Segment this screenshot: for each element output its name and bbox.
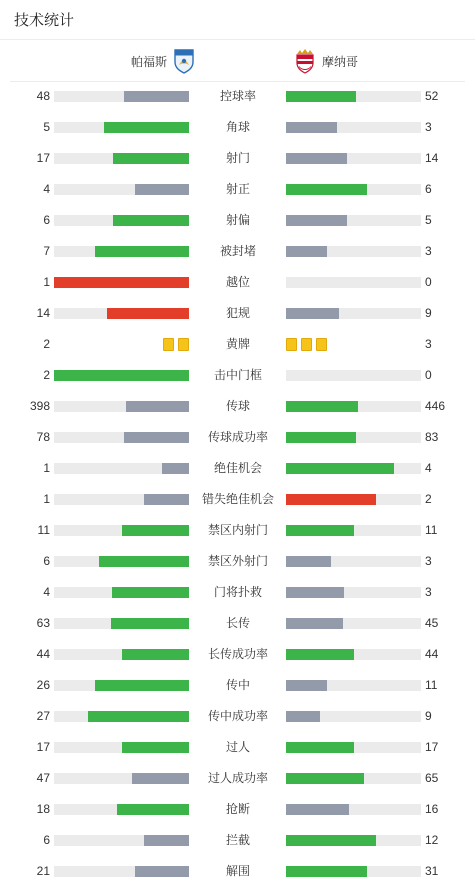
stat-row [0,298,475,329]
home-stat-bar-track [54,277,189,288]
stat-row [0,329,475,360]
away-stat-value: 3 [425,337,432,351]
stat-label: 越位 [225,275,250,289]
home-stat-value: 398 [29,399,50,413]
home-stat-value: 2 [43,368,50,382]
away-stat-bar-track [286,463,421,474]
stat-label: 绝佳机会 [213,461,262,475]
home-stat-bar-track [54,91,189,102]
home-stat-bar-track [54,525,189,536]
away-stat-value: 5 [425,213,432,227]
away-stat-bar-track [286,866,421,877]
home-stat-bar-track [54,742,189,753]
away-stat-value: 11 [425,678,438,692]
home-stat-bar-fill [122,649,190,660]
away-stat-bar-fill [286,556,331,567]
monaco-crest-icon [294,48,316,74]
away-stat-bar-track [286,835,421,846]
stat-row [0,639,475,670]
away-stat-bar-track [286,215,421,226]
away-stat-value: 83 [425,430,439,444]
stat-row [0,143,475,174]
stat-label: 长传成功率 [207,647,268,661]
away-stat-bar-track [286,401,421,412]
home-stat-bar-fill [113,153,189,164]
home-yellow-cards [163,338,189,351]
home-stat-bar-track [54,463,189,474]
home-stat-value: 7 [43,244,50,258]
home-stat-bar-fill [111,618,189,629]
teams-header [10,40,465,82]
yellow-card-icon [301,338,312,351]
away-stat-bar-fill [286,494,376,505]
away-stat-value: 3 [425,120,432,134]
home-stat-value: 1 [43,492,50,506]
away-stat-value: 17 [425,740,439,754]
home-stat-value: 14 [36,306,50,320]
away-stat-bar-fill [286,91,356,102]
home-stat-bar-track [54,246,189,257]
stat-row [0,112,475,143]
away-stat-value: 3 [425,554,432,568]
stat-row [0,608,475,639]
home-stat-bar-fill [113,215,189,226]
stat-label: 错失绝佳机会 [201,492,274,506]
home-stat-bar-track [54,184,189,195]
away-team[interactable] [294,40,364,82]
away-stat-bar-fill [286,866,367,877]
home-stat-value: 17 [36,151,50,165]
home-stat-value: 1 [43,461,50,475]
away-stat-bar-track [286,742,421,753]
away-stat-value: 3 [425,585,432,599]
home-stat-bar-fill [126,401,189,412]
home-stat-bar-track [54,649,189,660]
yellow-card-icon [316,338,327,351]
stat-label: 犯规 [225,306,250,320]
away-stat-value: 2 [425,492,432,506]
stat-row [0,577,475,608]
away-stat-bar-fill [286,153,347,164]
stat-label: 击中门框 [213,368,262,382]
home-stat-bar-track [54,618,189,629]
stat-row [0,701,475,732]
home-stat-bar-track [54,866,189,877]
away-stat-value: 31 [425,864,439,878]
home-team[interactable] [125,40,195,82]
home-stat-value: 48 [36,89,50,103]
pafos-crest-icon [173,48,195,74]
away-stat-bar-track [286,618,421,629]
home-stat-bar-track [54,215,189,226]
home-stat-bar-fill [112,587,189,598]
stat-row [0,205,475,236]
away-stat-bar-fill [286,618,343,629]
home-stat-bar-track [54,494,189,505]
home-stat-value: 1 [43,275,50,289]
home-stat-bar-fill [104,122,189,133]
home-stat-bar-track [54,370,189,381]
away-stat-value: 4 [425,461,432,475]
away-stat-bar-track [286,432,421,443]
stat-row [0,763,475,794]
home-stat-bar-fill [144,494,189,505]
home-stat-bar-track [54,804,189,815]
away-stat-value: 0 [425,368,432,382]
home-stat-bar-track [54,122,189,133]
stat-row [0,236,475,267]
away-stat-bar-fill [286,804,349,815]
home-stat-value: 6 [43,213,50,227]
stat-row [0,360,475,391]
stat-label: 过人 [225,740,250,754]
yellow-card-icon [286,338,297,351]
away-stat-bar-fill [286,215,347,226]
away-stat-bar-track [286,587,421,598]
away-stat-bar-track [286,122,421,133]
stat-label: 拦截 [225,833,250,847]
home-stat-bar-fill [95,680,190,691]
home-stat-value: 17 [36,740,50,754]
home-stat-bar-fill [54,370,189,381]
away-stat-bar-track [286,804,421,815]
away-stat-bar-track [286,649,421,660]
home-stat-value: 63 [36,616,50,630]
away-stat-value: 52 [425,89,439,103]
home-stat-value: 5 [43,120,50,134]
section-title: 技术统计 [14,12,75,29]
yellow-card-icon [163,338,174,351]
home-stat-bar-track [54,308,189,319]
home-stat-bar-track [54,153,189,164]
away-stat-bar-fill [286,184,367,195]
home-stat-bar-fill [124,432,189,443]
away-stat-value: 44 [425,647,439,661]
home-stat-bar-fill [99,556,189,567]
stat-label: 传球成功率 [207,430,268,444]
away-stat-bar-fill [286,773,364,784]
stat-row [0,422,475,453]
stat-label: 解围 [225,864,250,878]
away-stat-bar-track [286,308,421,319]
stat-label: 角球 [225,120,250,134]
home-stat-value: 27 [36,709,50,723]
away-stat-bar-track [286,370,421,381]
home-stat-bar-fill [135,866,189,877]
home-stat-bar-fill [117,804,189,815]
away-stat-bar-fill [286,680,327,691]
away-stat-bar-track [286,246,421,257]
away-stat-value: 0 [425,275,432,289]
stat-row [0,732,475,763]
home-stat-value: 26 [36,678,50,692]
away-stat-bar-fill [286,711,320,722]
away-stat-value: 446 [425,399,446,413]
home-stat-value: 4 [43,182,50,196]
home-stat-value: 6 [43,554,50,568]
away-stat-bar-track [286,494,421,505]
home-stat-bar-fill [132,773,189,784]
home-stat-value: 18 [36,802,50,816]
stat-row [0,825,475,856]
stat-label: 传中成功率 [207,709,268,723]
home-stat-value: 21 [36,864,50,878]
home-stat-value: 2 [43,337,50,351]
away-stat-bar-fill [286,742,354,753]
away-yellow-cards [286,338,327,351]
stat-row [0,81,475,112]
home-stat-value: 44 [36,647,50,661]
stat-row [0,174,475,205]
stat-row [0,515,475,546]
away-stat-value: 11 [425,523,438,537]
away-stat-bar-fill [286,649,354,660]
home-stat-bar-fill [107,308,189,319]
stat-row [0,391,475,422]
stat-row [0,856,475,887]
home-stat-bar-fill [135,184,189,195]
away-stat-bar-track [286,525,421,536]
home-stat-bar-fill [144,835,189,846]
yellow-card-icon [178,338,189,351]
away-stat-bar-fill [286,122,337,133]
away-stat-value: 12 [425,833,439,847]
away-stat-bar-fill [286,463,394,474]
away-stat-value: 14 [425,151,439,165]
stat-label: 控球率 [219,89,256,103]
stat-label: 传中 [225,678,250,692]
away-stat-bar-track [286,153,421,164]
home-stat-value: 4 [43,585,50,599]
home-stat-value: 78 [36,430,50,444]
section-header [0,0,475,40]
home-stat-bar-fill [122,525,190,536]
stat-row [0,484,475,515]
away-stat-bar-track [286,91,421,102]
away-stat-value: 3 [425,244,432,258]
away-stat-bar-fill [286,432,356,443]
away-team-name: 摩纳哥 [322,54,359,69]
stats-list [0,81,475,887]
home-stat-bar-track [54,432,189,443]
home-stat-bar-track [54,835,189,846]
home-stat-bar-fill [162,463,189,474]
home-team-name: 帕福斯 [131,54,168,69]
stat-row [0,546,475,577]
home-stat-bar-track [54,401,189,412]
away-stat-bar-track [286,277,421,288]
away-stat-bar-track [286,184,421,195]
stat-label: 禁区外射门 [207,554,268,568]
stat-label: 射门 [225,151,250,165]
stat-row [0,794,475,825]
stat-row [0,267,475,298]
home-stat-value: 11 [37,523,50,537]
away-stat-value: 65 [425,771,439,785]
home-stat-bar-track [54,587,189,598]
away-stat-value: 16 [425,802,439,816]
away-stat-bar-fill [286,587,344,598]
away-stat-value: 6 [425,182,432,196]
home-stat-value: 6 [43,833,50,847]
away-stat-value: 45 [425,616,439,630]
home-stat-bar-fill [88,711,189,722]
home-stat-bar-track [54,773,189,784]
stat-label: 禁区内射门 [207,523,268,537]
stat-label: 门将扑救 [213,585,262,599]
stat-label: 传球 [225,399,250,413]
away-stat-value: 9 [425,709,432,723]
home-stat-bar-fill [124,91,189,102]
away-stat-bar-fill [286,308,339,319]
away-stat-bar-fill [286,246,327,257]
away-stat-bar-track [286,711,421,722]
home-stat-bar-fill [95,246,190,257]
away-stat-bar-fill [286,525,354,536]
home-stat-bar-track [54,711,189,722]
away-stat-bar-track [286,680,421,691]
stat-row [0,670,475,701]
stat-label: 抢断 [225,802,250,816]
stat-label: 黄牌 [225,337,250,351]
away-stat-bar-fill [286,401,358,412]
home-stat-bar-track [54,680,189,691]
home-stat-bar-fill [122,742,190,753]
stat-label: 过人成功率 [207,771,268,785]
stat-label: 长传 [225,616,250,630]
home-stat-value: 47 [36,771,50,785]
away-stat-value: 9 [425,306,432,320]
stat-label: 射偏 [225,213,250,227]
stat-row [0,453,475,484]
away-stat-bar-fill [286,835,376,846]
home-stat-bar-track [54,556,189,567]
away-stat-bar-track [286,556,421,567]
stat-label: 射正 [225,182,250,196]
home-stat-bar-fill [54,277,189,288]
away-stat-bar-track [286,773,421,784]
stat-label: 被封堵 [219,244,256,258]
